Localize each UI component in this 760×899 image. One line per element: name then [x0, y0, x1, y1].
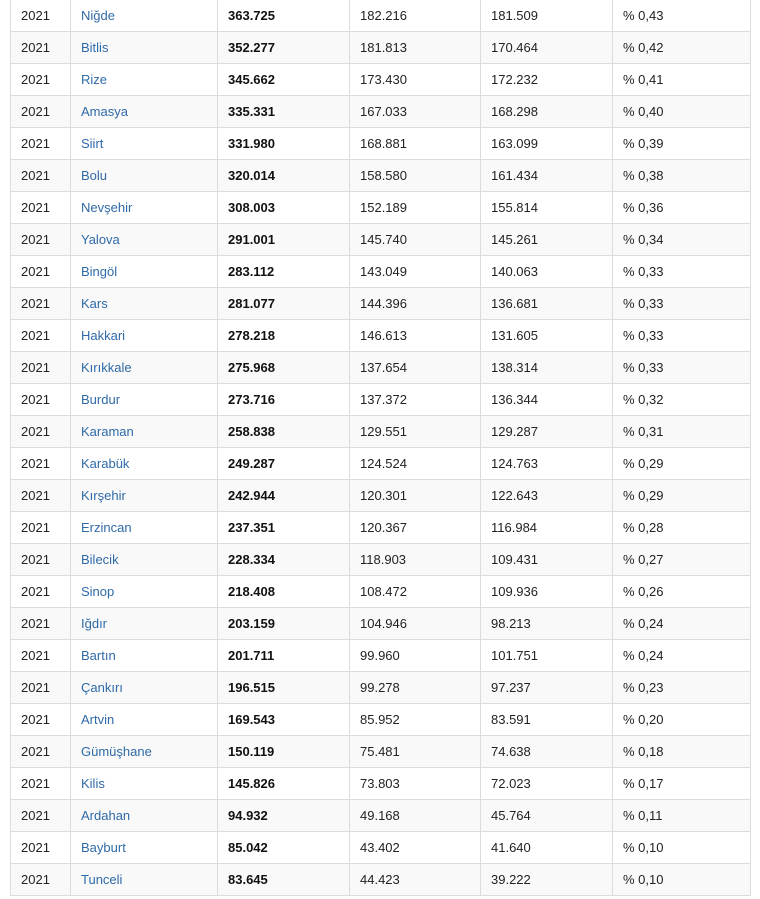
city-link[interactable]: Bolu: [71, 159, 218, 191]
city-link[interactable]: Rize: [71, 63, 218, 95]
female-population-cell: 155.814: [481, 191, 613, 223]
population-share-cell: % 0,24: [613, 639, 751, 671]
population-share-cell: % 0,32: [613, 383, 751, 415]
total-population-cell: 308.003: [218, 191, 350, 223]
year-cell: 2021: [11, 31, 71, 63]
male-population-cell: 137.654: [350, 351, 481, 383]
city-link[interactable]: Kırıkkale: [71, 351, 218, 383]
city-link[interactable]: Niğde: [71, 0, 218, 31]
male-population-cell: 120.301: [350, 479, 481, 511]
city-link[interactable]: Karaman: [71, 415, 218, 447]
year-cell: 2021: [11, 255, 71, 287]
table-row: [11, 703, 751, 735]
total-population-cell: 203.159: [218, 607, 350, 639]
male-population-cell: 120.367: [350, 511, 481, 543]
female-population-cell: 116.984: [481, 511, 613, 543]
male-population-cell: 43.402: [350, 831, 481, 863]
table-row: [11, 799, 751, 831]
total-population-cell: 363.725: [218, 0, 350, 31]
total-population-cell: 201.711: [218, 639, 350, 671]
year-cell: 2021: [11, 0, 71, 31]
total-population-cell: 352.277: [218, 31, 350, 63]
total-population-cell: 273.716: [218, 383, 350, 415]
year-cell: 2021: [11, 287, 71, 319]
city-link[interactable]: Tunceli: [71, 863, 218, 895]
male-population-cell: 73.803: [350, 767, 481, 799]
female-population-cell: 172.232: [481, 63, 613, 95]
city-link[interactable]: Kilis: [71, 767, 218, 799]
male-population-cell: 85.952: [350, 703, 481, 735]
female-population-cell: 129.287: [481, 415, 613, 447]
population-share-cell: % 0,43: [613, 0, 751, 31]
total-population-cell: 345.662: [218, 63, 350, 95]
female-population-cell: 124.763: [481, 447, 613, 479]
city-link[interactable]: Sinop: [71, 575, 218, 607]
city-link[interactable]: Iğdır: [71, 607, 218, 639]
female-population-cell: 109.431: [481, 543, 613, 575]
total-population-cell: 83.645: [218, 863, 350, 895]
table-row: [11, 511, 751, 543]
population-table: [10, 0, 751, 896]
year-cell: 2021: [11, 607, 71, 639]
table-row: [11, 287, 751, 319]
year-cell: 2021: [11, 479, 71, 511]
male-population-cell: 124.524: [350, 447, 481, 479]
year-cell: 2021: [11, 511, 71, 543]
year-cell: 2021: [11, 159, 71, 191]
year-cell: 2021: [11, 95, 71, 127]
female-population-cell: 161.434: [481, 159, 613, 191]
table-row: [11, 319, 751, 351]
table-row: [11, 191, 751, 223]
population-share-cell: % 0,10: [613, 831, 751, 863]
total-population-cell: 196.515: [218, 671, 350, 703]
population-share-cell: % 0,33: [613, 351, 751, 383]
total-population-cell: 150.119: [218, 735, 350, 767]
table-row: [11, 127, 751, 159]
table-row: [11, 831, 751, 863]
female-population-cell: 72.023: [481, 767, 613, 799]
male-population-cell: 118.903: [350, 543, 481, 575]
table-row: [11, 95, 751, 127]
year-cell: 2021: [11, 863, 71, 895]
female-population-cell: 138.314: [481, 351, 613, 383]
city-link[interactable]: Erzincan: [71, 511, 218, 543]
total-population-cell: 249.287: [218, 447, 350, 479]
city-link[interactable]: Bilecik: [71, 543, 218, 575]
table-row: [11, 639, 751, 671]
city-link[interactable]: Burdur: [71, 383, 218, 415]
table-row: [11, 671, 751, 703]
table-row: [11, 351, 751, 383]
city-link[interactable]: Gümüşhane: [71, 735, 218, 767]
female-population-cell: 145.261: [481, 223, 613, 255]
male-population-cell: 129.551: [350, 415, 481, 447]
female-population-cell: 136.344: [481, 383, 613, 415]
table-row: [11, 415, 751, 447]
female-population-cell: 136.681: [481, 287, 613, 319]
male-population-cell: 44.423: [350, 863, 481, 895]
total-population-cell: 145.826: [218, 767, 350, 799]
year-cell: 2021: [11, 575, 71, 607]
male-population-cell: 99.278: [350, 671, 481, 703]
female-population-cell: 97.237: [481, 671, 613, 703]
male-population-cell: 108.472: [350, 575, 481, 607]
year-cell: 2021: [11, 383, 71, 415]
total-population-cell: 291.001: [218, 223, 350, 255]
table-row: [11, 447, 751, 479]
male-population-cell: 182.216: [350, 0, 481, 31]
population-share-cell: % 0,33: [613, 319, 751, 351]
population-share-cell: % 0,33: [613, 287, 751, 319]
female-population-cell: 181.509: [481, 0, 613, 31]
male-population-cell: 75.481: [350, 735, 481, 767]
male-population-cell: 152.189: [350, 191, 481, 223]
population-share-cell: % 0,39: [613, 127, 751, 159]
population-share-cell: % 0,42: [613, 31, 751, 63]
table-row: [11, 543, 751, 575]
female-population-cell: 101.751: [481, 639, 613, 671]
year-cell: 2021: [11, 351, 71, 383]
population-share-cell: % 0,20: [613, 703, 751, 735]
table-body: [11, 0, 751, 895]
population-share-cell: % 0,17: [613, 767, 751, 799]
year-cell: 2021: [11, 831, 71, 863]
population-share-cell: % 0,41: [613, 63, 751, 95]
city-link[interactable]: Artvin: [71, 703, 218, 735]
population-share-cell: % 0,34: [613, 223, 751, 255]
population-share-cell: % 0,29: [613, 447, 751, 479]
total-population-cell: 258.838: [218, 415, 350, 447]
city-link[interactable]: Çankırı: [71, 671, 218, 703]
year-cell: 2021: [11, 127, 71, 159]
city-link[interactable]: Bingöl: [71, 255, 218, 287]
population-share-cell: % 0,27: [613, 543, 751, 575]
female-population-cell: 39.222: [481, 863, 613, 895]
total-population-cell: 85.042: [218, 831, 350, 863]
male-population-cell: 99.960: [350, 639, 481, 671]
female-population-cell: 170.464: [481, 31, 613, 63]
female-population-cell: 74.638: [481, 735, 613, 767]
male-population-cell: 173.430: [350, 63, 481, 95]
city-link[interactable]: Karabük: [71, 447, 218, 479]
total-population-cell: 237.351: [218, 511, 350, 543]
female-population-cell: 109.936: [481, 575, 613, 607]
total-population-cell: 275.968: [218, 351, 350, 383]
male-population-cell: 49.168: [350, 799, 481, 831]
table-row: [11, 255, 751, 287]
year-cell: 2021: [11, 639, 71, 671]
total-population-cell: 281.077: [218, 287, 350, 319]
table-row: [11, 575, 751, 607]
table-row: [11, 223, 751, 255]
total-population-cell: 218.408: [218, 575, 350, 607]
population-share-cell: % 0,38: [613, 159, 751, 191]
city-link[interactable]: Bitlis: [71, 31, 218, 63]
female-population-cell: 122.643: [481, 479, 613, 511]
male-population-cell: 104.946: [350, 607, 481, 639]
year-cell: 2021: [11, 799, 71, 831]
male-population-cell: 181.813: [350, 31, 481, 63]
female-population-cell: 168.298: [481, 95, 613, 127]
table-row: [11, 31, 751, 63]
year-cell: 2021: [11, 703, 71, 735]
male-population-cell: 158.580: [350, 159, 481, 191]
population-share-cell: % 0,40: [613, 95, 751, 127]
total-population-cell: 331.980: [218, 127, 350, 159]
city-link[interactable]: Nevşehir: [71, 191, 218, 223]
male-population-cell: 146.613: [350, 319, 481, 351]
male-population-cell: 168.881: [350, 127, 481, 159]
year-cell: 2021: [11, 767, 71, 799]
population-share-cell: % 0,33: [613, 255, 751, 287]
female-population-cell: 41.640: [481, 831, 613, 863]
city-link[interactable]: Siirt: [71, 127, 218, 159]
male-population-cell: 144.396: [350, 287, 481, 319]
year-cell: 2021: [11, 191, 71, 223]
table-row: [11, 159, 751, 191]
table-row: [11, 383, 751, 415]
year-cell: 2021: [11, 319, 71, 351]
table-row: [11, 0, 751, 31]
population-share-cell: % 0,36: [613, 191, 751, 223]
city-link[interactable]: Ardahan: [71, 799, 218, 831]
male-population-cell: 167.033: [350, 95, 481, 127]
city-link[interactable]: Bayburt: [71, 831, 218, 863]
female-population-cell: 140.063: [481, 255, 613, 287]
city-link[interactable]: Kars: [71, 287, 218, 319]
population-share-cell: % 0,10: [613, 863, 751, 895]
year-cell: 2021: [11, 223, 71, 255]
table-row: [11, 63, 751, 95]
year-cell: 2021: [11, 543, 71, 575]
city-link[interactable]: Amasya: [71, 95, 218, 127]
total-population-cell: 278.218: [218, 319, 350, 351]
population-share-cell: % 0,28: [613, 511, 751, 543]
year-cell: 2021: [11, 671, 71, 703]
table-row: [11, 607, 751, 639]
population-share-cell: % 0,18: [613, 735, 751, 767]
population-share-cell: % 0,23: [613, 671, 751, 703]
city-link[interactable]: Bartın: [71, 639, 218, 671]
population-share-cell: % 0,31: [613, 415, 751, 447]
total-population-cell: 228.334: [218, 543, 350, 575]
male-population-cell: 145.740: [350, 223, 481, 255]
year-cell: 2021: [11, 415, 71, 447]
total-population-cell: 320.014: [218, 159, 350, 191]
total-population-cell: 94.932: [218, 799, 350, 831]
female-population-cell: 131.605: [481, 319, 613, 351]
female-population-cell: 163.099: [481, 127, 613, 159]
city-link[interactable]: Hakkari: [71, 319, 218, 351]
population-share-cell: % 0,24: [613, 607, 751, 639]
male-population-cell: 143.049: [350, 255, 481, 287]
table-row: [11, 863, 751, 895]
population-share-cell: % 0,29: [613, 479, 751, 511]
population-table-container: [10, 0, 750, 896]
total-population-cell: 169.543: [218, 703, 350, 735]
city-link[interactable]: Kırşehir: [71, 479, 218, 511]
table-row: [11, 479, 751, 511]
total-population-cell: 335.331: [218, 95, 350, 127]
male-population-cell: 137.372: [350, 383, 481, 415]
female-population-cell: 83.591: [481, 703, 613, 735]
year-cell: 2021: [11, 447, 71, 479]
total-population-cell: 242.944: [218, 479, 350, 511]
population-share-cell: % 0,11: [613, 799, 751, 831]
female-population-cell: 45.764: [481, 799, 613, 831]
female-population-cell: 98.213: [481, 607, 613, 639]
year-cell: 2021: [11, 63, 71, 95]
table-row: [11, 735, 751, 767]
total-population-cell: 283.112: [218, 255, 350, 287]
year-cell: 2021: [11, 735, 71, 767]
table-row: [11, 767, 751, 799]
population-share-cell: % 0,26: [613, 575, 751, 607]
city-link[interactable]: Yalova: [71, 223, 218, 255]
